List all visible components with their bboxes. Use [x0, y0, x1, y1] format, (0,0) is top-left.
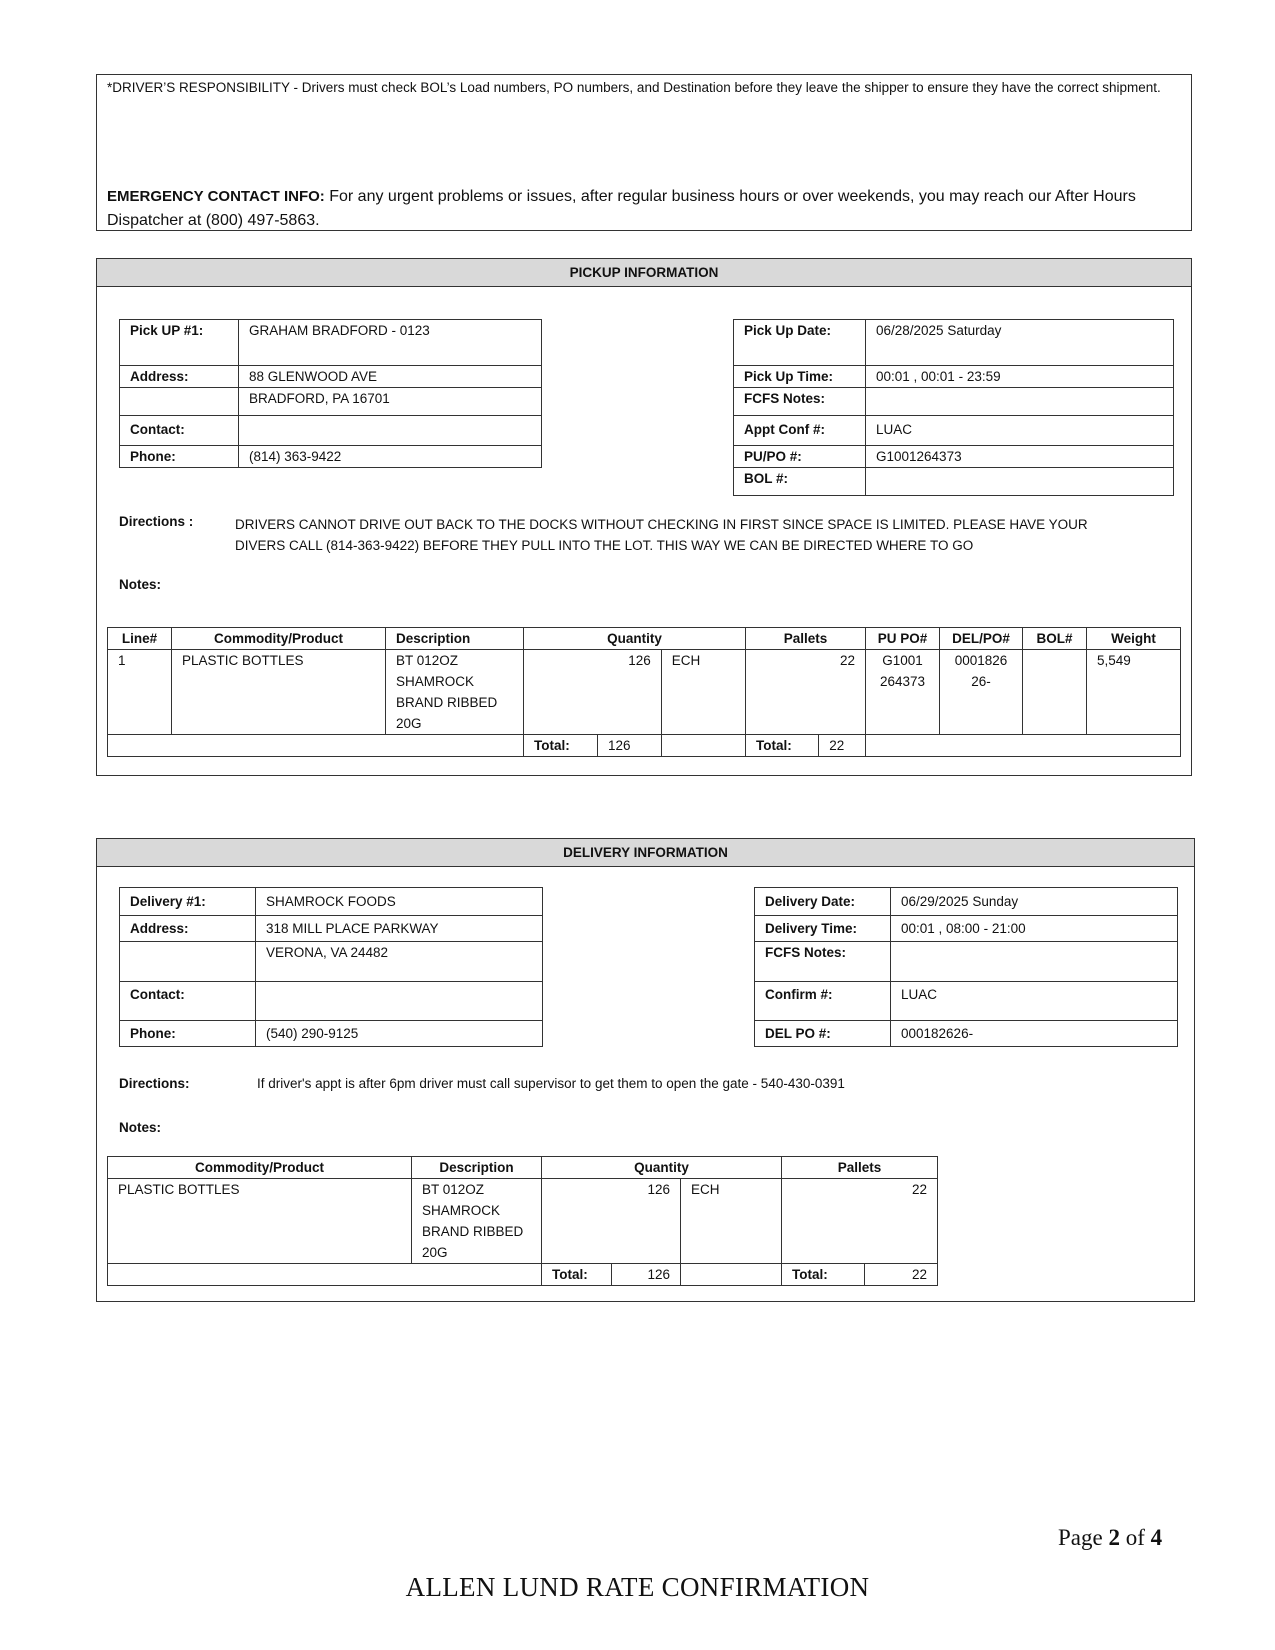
pickup-appt-value: LUAC	[866, 416, 1174, 446]
pickup-items-table	[107, 627, 1181, 757]
delivery-directions-text: If driver's appt is after 6pm driver must call supervisor to get them to open the gate - 540-430-0391	[257, 1076, 845, 1091]
pallets: 22	[782, 1179, 938, 1264]
pickup-date-value: 06/28/2025 Saturday	[866, 320, 1174, 366]
delivery-time-value: 00:01 , 08:00 - 21:00	[891, 916, 1178, 942]
quantity-total-label: Total:	[542, 1264, 612, 1286]
delivery-fcfs-value	[891, 942, 1178, 982]
pallets-total: 22	[865, 1264, 938, 1286]
emergency-contact-label: EMERGENCY CONTACT INFO:	[107, 188, 325, 205]
pickup-notes-label: Notes:	[119, 577, 162, 592]
col-header-description: Description	[412, 1157, 542, 1179]
delivery-directions-label: Directions:	[119, 1076, 190, 1091]
emergency-contact	[107, 185, 1177, 233]
delivery-notes-label: Notes:	[119, 1120, 162, 1135]
commodity: PLASTIC BOTTLES	[108, 1179, 412, 1264]
col-header-commodity: Commodity/Product	[108, 1157, 412, 1179]
delivery-phone-value: (540) 290-9125	[256, 1021, 543, 1047]
pickup-phone-value: (814) 363-9422	[239, 446, 542, 468]
page-total: 4	[1150, 1525, 1163, 1550]
delivery-location-table	[119, 887, 543, 1047]
quantity-total: 126	[598, 735, 662, 757]
pickup-address-line2: BRADFORD, PA 16701	[239, 388, 542, 416]
delivery-time-label: Delivery Time:	[755, 916, 891, 942]
bol-number	[1023, 650, 1087, 735]
delivery-po-value: 000182626-	[891, 1021, 1178, 1047]
quantity: 126	[524, 650, 662, 735]
pickup-number-label: Pick UP #1:	[120, 320, 239, 366]
page-number	[1058, 1525, 1162, 1551]
pickup-date-label: Pick Up Date:	[734, 320, 866, 366]
quantity-unit: ECH	[681, 1179, 782, 1264]
pickup-section	[96, 258, 1192, 776]
pickup-appt-label: Appt Conf #:	[734, 416, 866, 446]
delivery-confirm-label: Confirm #:	[755, 982, 891, 1021]
pickup-time-label: Pick Up Time:	[734, 366, 866, 388]
delivery-contact-label: Contact:	[120, 982, 256, 1021]
pickup-fcfs-label: FCFS Notes:	[734, 388, 866, 416]
delivery-section	[96, 838, 1195, 1302]
pickup-phone-label: Phone:	[120, 446, 239, 468]
delivery-fcfs-label: FCFS Notes:	[755, 942, 891, 982]
driver-notice-box	[96, 74, 1192, 231]
pallets-total-label: Total:	[782, 1264, 865, 1286]
delivery-number-value: SHAMROCK FOODS	[256, 888, 543, 916]
delivery-address-line2: VERONA, VA 24482	[256, 942, 543, 982]
pallets-total: 22	[819, 735, 866, 757]
delivery-po-label: DEL PO #:	[755, 1021, 891, 1047]
pickup-contact-value	[239, 416, 542, 446]
delivery-number-label: Delivery #1:	[120, 888, 256, 916]
pickup-address-line1: 88 GLENWOOD AVE	[239, 366, 542, 388]
pickup-po-value: G1001264373	[866, 446, 1174, 468]
col-header-bol: BOL#	[1023, 628, 1087, 650]
delivery-date-value: 06/29/2025 Sunday	[891, 888, 1178, 916]
pickup-address-label: Address:	[120, 366, 239, 388]
pickup-fcfs-value	[866, 388, 1174, 416]
pickup-bol-value	[866, 468, 1174, 496]
pickup-directions-label: Directions :	[119, 514, 194, 529]
pickup-directions-text: DRIVERS CANNOT DRIVE OUT BACK TO THE DOCKS WITHOUT CHECKING IN FIRST SINCE SPACE IS LIMITED. PLEASE HAVE YOUR DIVERS CALL (814-363-9422) BEFORE THEY PULL INTO THE LOT. THIS WAY WE CAN BE DIRECTED WHERE TO GO	[235, 517, 1088, 553]
line-number: 1	[108, 650, 172, 735]
commodity: PLASTIC BOTTLES	[172, 650, 386, 735]
quantity-total-label: Total:	[524, 735, 598, 757]
delivery-schedule-table	[754, 887, 1178, 1047]
delivery-items-table	[107, 1156, 938, 1286]
driver-responsibility-text: *DRIVER’S RESPONSIBILITY - Drivers must check BOL’s Load numbers, PO numbers, and Destination before they leave the shipper to ensure they have the correct shipment.	[107, 80, 1161, 95]
pickup-contact-label: Contact:	[120, 416, 239, 446]
col-header-weight: Weight	[1087, 628, 1181, 650]
pickup-time-value: 00:01 , 00:01 - 23:59	[866, 366, 1174, 388]
col-header-line: Line#	[108, 628, 172, 650]
page-prefix: Page	[1058, 1525, 1109, 1550]
col-header-pu-po: PU PO#	[866, 628, 940, 650]
emergency-contact-text: For any urgent problems or issues, after regular business hours or over weekends, you may reach our After Hours Dispatcher at (800) 497-5863.	[107, 188, 1136, 229]
delivery-confirm-value: LUAC	[891, 982, 1178, 1021]
pallets: 22	[746, 650, 866, 735]
col-header-pallets: Pallets	[746, 628, 866, 650]
pickup-number-value: GRAHAM BRADFORD - 0123	[239, 320, 542, 366]
table-row	[108, 650, 1181, 735]
page-current: 2	[1108, 1525, 1120, 1550]
delivery-section-header: DELIVERY INFORMATION	[97, 839, 1194, 867]
description: BT 012OZ SHAMROCK BRAND RIBBED 20G	[386, 650, 524, 735]
pickup-location-table	[119, 319, 542, 468]
document-title: ALLEN LUND RATE CONFIRMATION	[405, 1572, 870, 1602]
pickup-section-header: PICKUP INFORMATION	[97, 259, 1191, 287]
delivery-address-line1: 318 MILL PLACE PARKWAY	[256, 916, 543, 942]
totals-row	[108, 735, 1181, 757]
totals-row	[108, 1264, 938, 1286]
pallets-total-label: Total:	[746, 735, 819, 757]
quantity-unit: ECH	[661, 650, 745, 735]
del-po-number: 0001826 26-	[940, 650, 1023, 735]
pu-po-number: G1001 264373	[866, 650, 940, 735]
table-row	[108, 1179, 938, 1264]
delivery-address-label: Address:	[120, 916, 256, 942]
delivery-contact-value	[256, 982, 543, 1021]
weight: 5,549	[1087, 650, 1181, 735]
quantity: 126	[542, 1179, 681, 1264]
pickup-po-label: PU/PO #:	[734, 446, 866, 468]
quantity-total: 126	[612, 1264, 681, 1286]
pickup-schedule-table	[733, 319, 1174, 496]
delivery-phone-label: Phone:	[120, 1021, 256, 1047]
delivery-date-label: Delivery Date:	[755, 888, 891, 916]
col-header-del-po: DEL/PO#	[940, 628, 1023, 650]
col-header-pallets: Pallets	[782, 1157, 938, 1179]
col-header-quantity: Quantity	[524, 628, 746, 650]
description: BT 012OZ SHAMROCK BRAND RIBBED 20G	[412, 1179, 542, 1264]
col-header-description: Description	[386, 628, 524, 650]
col-header-quantity: Quantity	[542, 1157, 782, 1179]
pickup-bol-label: BOL #:	[734, 468, 866, 496]
page-of: of	[1119, 1525, 1151, 1550]
col-header-commodity: Commodity/Product	[172, 628, 386, 650]
